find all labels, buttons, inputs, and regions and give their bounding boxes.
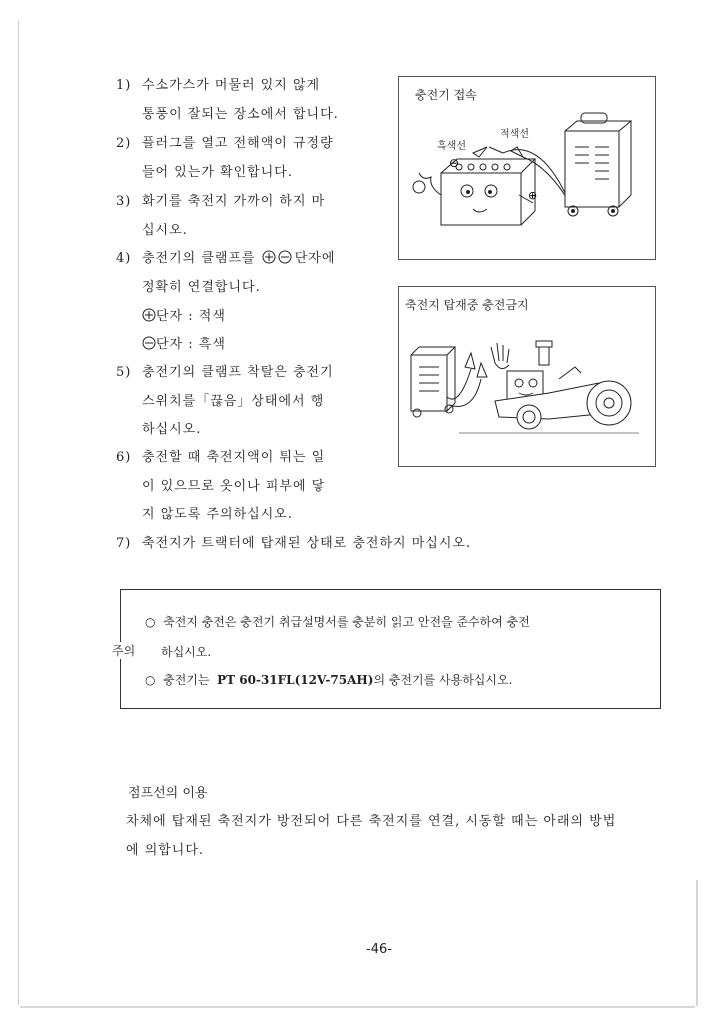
- item-3: [116, 190, 325, 209]
- item-5-line-2: 스위치를「끊음」상태에서 행: [142, 394, 325, 409]
- item-4-minus-terminal: [142, 333, 226, 352]
- item-text: 화기를 축전지 가까이 하지 마: [142, 194, 326, 209]
- figure-no-charging-mounted: [398, 286, 656, 467]
- item-number: 1): [116, 78, 132, 93]
- item-text: 충전할 때 축전지액이 튀는 일: [142, 450, 326, 465]
- item-6-line-3: 지 않도록 주의하십시오.: [142, 507, 293, 522]
- section-text-line-1: 차체에 탑재된 축전지가 방전되어 다른 축전지를 연결, 시동할 때는 아래의 방법: [126, 814, 617, 829]
- figure-charger-connection: [398, 76, 656, 260]
- plus-terminal-text: 단자 : 적색: [156, 309, 226, 324]
- caution-text-3a: 충전기는: [163, 673, 210, 687]
- item-number: 5): [116, 365, 132, 380]
- item-number: 3): [116, 194, 132, 209]
- item-6: [116, 446, 325, 465]
- page-edge-left: [18, 20, 19, 1005]
- charger-battery-illustration: [399, 77, 655, 259]
- bullet: ○: [145, 673, 156, 687]
- item-text: 충전기의 클램프 착탈은 충전기: [142, 365, 334, 380]
- item-1: [116, 74, 320, 93]
- item-1-line-2: 통풍이 잘되는 장소에서 합니다.: [142, 107, 339, 122]
- red-wire-label: 적색선: [500, 129, 529, 140]
- item-number: 6): [116, 450, 132, 465]
- item-7: [116, 532, 471, 551]
- section-text-line-2: 에 의합니다.: [126, 843, 205, 858]
- figure-title: 충전기 접속: [415, 88, 477, 102]
- item-text: 축전지가 트랙터에 탑재된 상태로 충전하지 마십시오.: [142, 536, 472, 551]
- svg-text:⊕: ⊕: [528, 189, 538, 202]
- item-text: 충전기의 클램프를: [142, 251, 256, 266]
- caution-line-2: 하십시오.: [161, 645, 212, 659]
- caution-line-3: [145, 671, 512, 688]
- plus-minus-terminal-icons: [261, 250, 295, 264]
- charger-model: PT 60-31FL(12V-75AH): [217, 673, 374, 687]
- section-title: 점프선의 이용: [128, 786, 208, 801]
- tractor-charging-prohibited-illustration: [399, 287, 655, 466]
- minus-terminal-icon: [142, 336, 156, 350]
- minus-terminal-text: 단자 : 흑색: [156, 337, 226, 352]
- page-edge-right: [696, 880, 698, 1006]
- item-5: [116, 361, 334, 380]
- page-edge-bottom: [20, 1006, 695, 1008]
- plus-terminal-icon: [142, 308, 156, 322]
- item-text-cont: 단자에: [294, 251, 336, 266]
- bullet: ○: [145, 615, 156, 629]
- item-number: 2): [116, 136, 132, 151]
- caution-label: 주의: [112, 644, 136, 658]
- svg-text:⊖: ⊖: [449, 156, 460, 170]
- item-2: [116, 132, 334, 151]
- caution-line-1: [145, 613, 530, 630]
- item-text: 수소가스가 머물러 있지 않게: [142, 78, 321, 93]
- caution-text-3b: 의 충전기를 사용하십시오.: [373, 673, 513, 687]
- item-4-line-2: 정확히 연결합니다.: [142, 280, 261, 295]
- item-number: 7): [116, 536, 132, 551]
- item-text: 플러그를 열고 전해액이 규정량: [142, 136, 334, 151]
- item-6-line-2: 이 있으므로 옷이나 피부에 닿: [142, 479, 326, 494]
- caution-box: [120, 589, 661, 709]
- item-4: [116, 247, 335, 266]
- figure-title: 축전지 탑재중 충전금지: [405, 298, 529, 312]
- caution-text-1: 축전지 충전은 충전기 취급설명서를 충분히 읽고 안전을 준수하여 충전: [163, 615, 530, 629]
- item-5-line-3: 하십시오.: [142, 422, 202, 437]
- page-number: -46-: [366, 942, 392, 957]
- item-3-line-2: 십시오.: [142, 223, 188, 238]
- item-4-plus-terminal: [142, 305, 226, 324]
- item-number: 4): [116, 251, 132, 266]
- item-2-line-2: 들어 있는가 확인합니다.: [142, 165, 293, 180]
- black-wire-label: 흑색선: [437, 141, 466, 152]
